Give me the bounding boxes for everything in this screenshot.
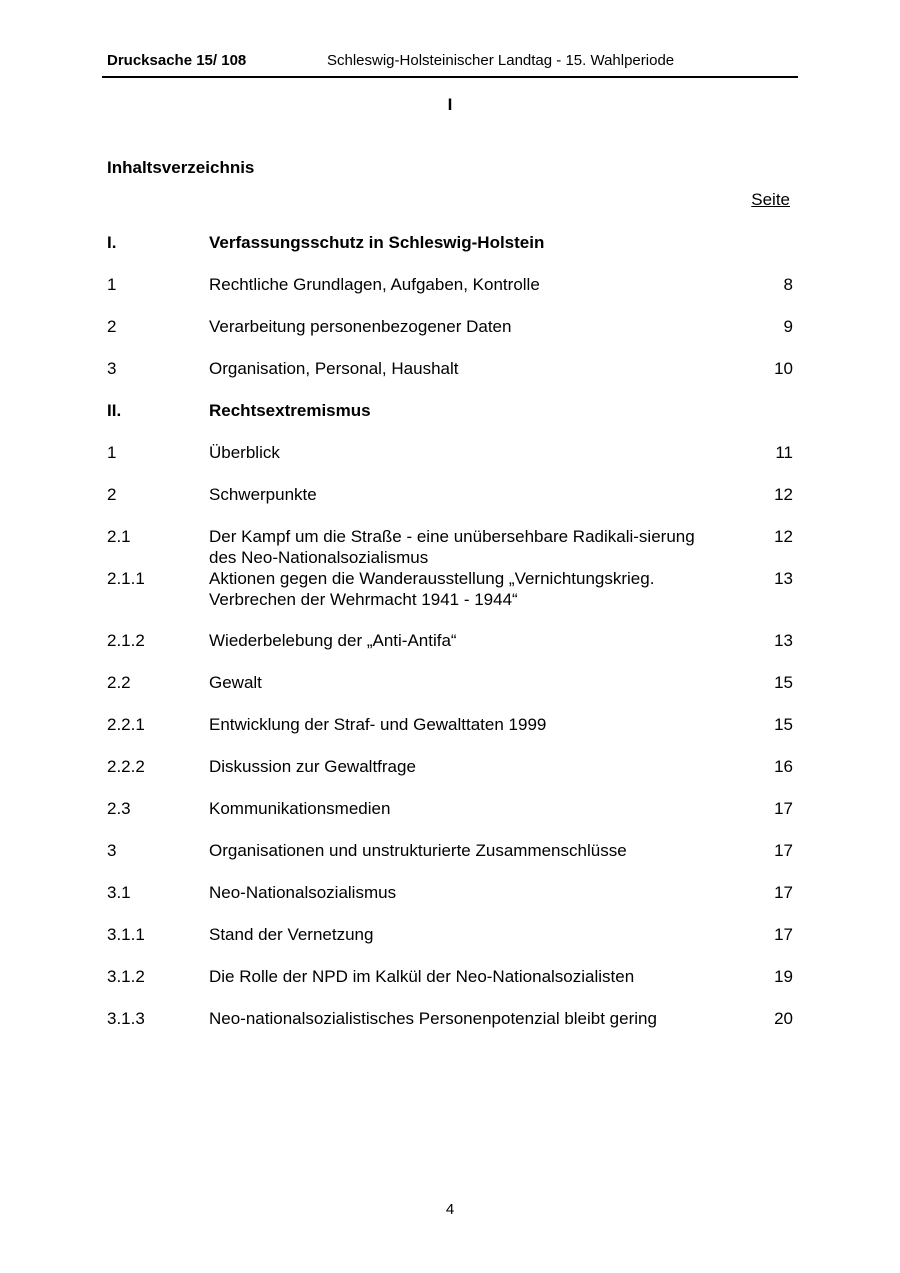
toc-entry-page: 12 [774, 527, 793, 546]
toc-entry-title: Gewalt [209, 673, 262, 692]
toc-entry-title: Entwicklung der Straf- und Gewalttaten 1999 [209, 715, 547, 734]
toc-entry-number: 3.1.2 [107, 967, 145, 986]
section-mark: I [447, 95, 453, 114]
toc-entry-page: 19 [774, 967, 793, 986]
toc-entry-number: I. [107, 233, 117, 252]
toc-entry-number: 2.1.1 [107, 569, 145, 588]
toc-entry-title: Diskussion zur Gewaltfrage [209, 757, 416, 776]
parliament-title: Schleswig-Holsteinischer Landtag - 15. Wahlperiode [327, 52, 675, 69]
toc-entry-title: Schwerpunkte [209, 485, 317, 504]
toc-entry-title: Die Rolle der NPD im Kalkül der Neo-Nationalsozialisten [209, 967, 635, 986]
toc-entry-page: 17 [774, 883, 793, 902]
toc-entry-title: Rechtliche Grundlagen, Aufgaben, Kontrolle [209, 275, 540, 294]
toc-entry-title: Aktionen gegen die Wanderausstellung „Vernichtungskrieg. Verbrechen der Wehrmacht 1941 - 1944“ [209, 569, 655, 609]
toc-entry-title: Stand der Vernetzung [209, 925, 374, 944]
toc-entry-title: Organisationen und unstrukturierte Zusammenschlüsse [209, 841, 627, 860]
toc-entry-title: Neo-Nationalsozialismus [209, 883, 397, 902]
toc-entry-number: 2.2 [107, 673, 131, 692]
page-header [102, 50, 798, 78]
toc-entry-number: 2.1.2 [107, 631, 145, 650]
page-column-label: Seite [751, 190, 790, 209]
toc-entry-number: 1 [107, 275, 117, 294]
toc-entry-page: 13 [774, 569, 793, 588]
toc-entry-number: 2.2.2 [107, 757, 145, 776]
toc-entry-page: 15 [774, 673, 793, 692]
toc-entry-page: 20 [774, 1009, 793, 1028]
toc-entry-page: 17 [774, 841, 793, 860]
toc-entry-page: 12 [774, 485, 793, 504]
toc-entry-page: 13 [774, 631, 793, 650]
toc-entry-number: 3 [107, 359, 117, 378]
toc-entry-page: 10 [774, 359, 793, 378]
toc-entry-title: Rechtsextremismus [209, 401, 371, 420]
toc-entry-page: 11 [775, 443, 793, 462]
toc-entry-number: 3.1.3 [107, 1009, 145, 1028]
toc-entry-title: Der Kampf um die Straße - eine unübersehbare Radikali-sierung des Neo-Nationalsozialismus [209, 527, 695, 567]
document-number: Drucksache 15/ 108 [107, 52, 247, 69]
toc-entry-title: Neo-nationalsozialistisches Personenpotenzial bleibt gering [209, 1009, 657, 1028]
page-number: 4 [445, 1201, 455, 1218]
toc-entry-title: Verfassungsschutz in Schleswig-Holstein [209, 233, 545, 252]
toc-entry-number: 1 [107, 443, 117, 462]
toc-entry-page: 9 [783, 317, 793, 336]
toc-entry-page: 17 [774, 799, 793, 818]
toc-entry-title: Organisation, Personal, Haushalt [209, 359, 459, 378]
toc-entry-page: 16 [774, 757, 793, 776]
toc-entry-number: II. [107, 401, 122, 420]
toc-entry-title: Verarbeitung personenbezogener Daten [209, 317, 512, 336]
toc-entry-title: Wiederbelebung der „Anti-Antifa“ [209, 631, 457, 650]
toc-entry-title: Überblick [209, 443, 280, 462]
toc-entry-page: 8 [783, 275, 793, 294]
toc-entry-number: 3.1 [107, 883, 131, 902]
toc-entry-number: 2.1 [107, 527, 131, 546]
toc-entry-page: 15 [774, 715, 793, 734]
toc-entry-number: 2 [107, 317, 117, 336]
toc-entry-number: 3 [107, 841, 117, 860]
toc-entry-number: 2.3 [107, 799, 131, 818]
toc-entry-number: 2 [107, 485, 117, 504]
toc-heading: Inhaltsverzeichnis [107, 158, 255, 177]
toc-entry-title: Kommunikationsmedien [209, 799, 391, 818]
toc-entry-number: 2.2.1 [107, 715, 145, 734]
toc-entry-number: 3.1.1 [107, 925, 145, 944]
toc-entry-page: 17 [774, 925, 793, 944]
